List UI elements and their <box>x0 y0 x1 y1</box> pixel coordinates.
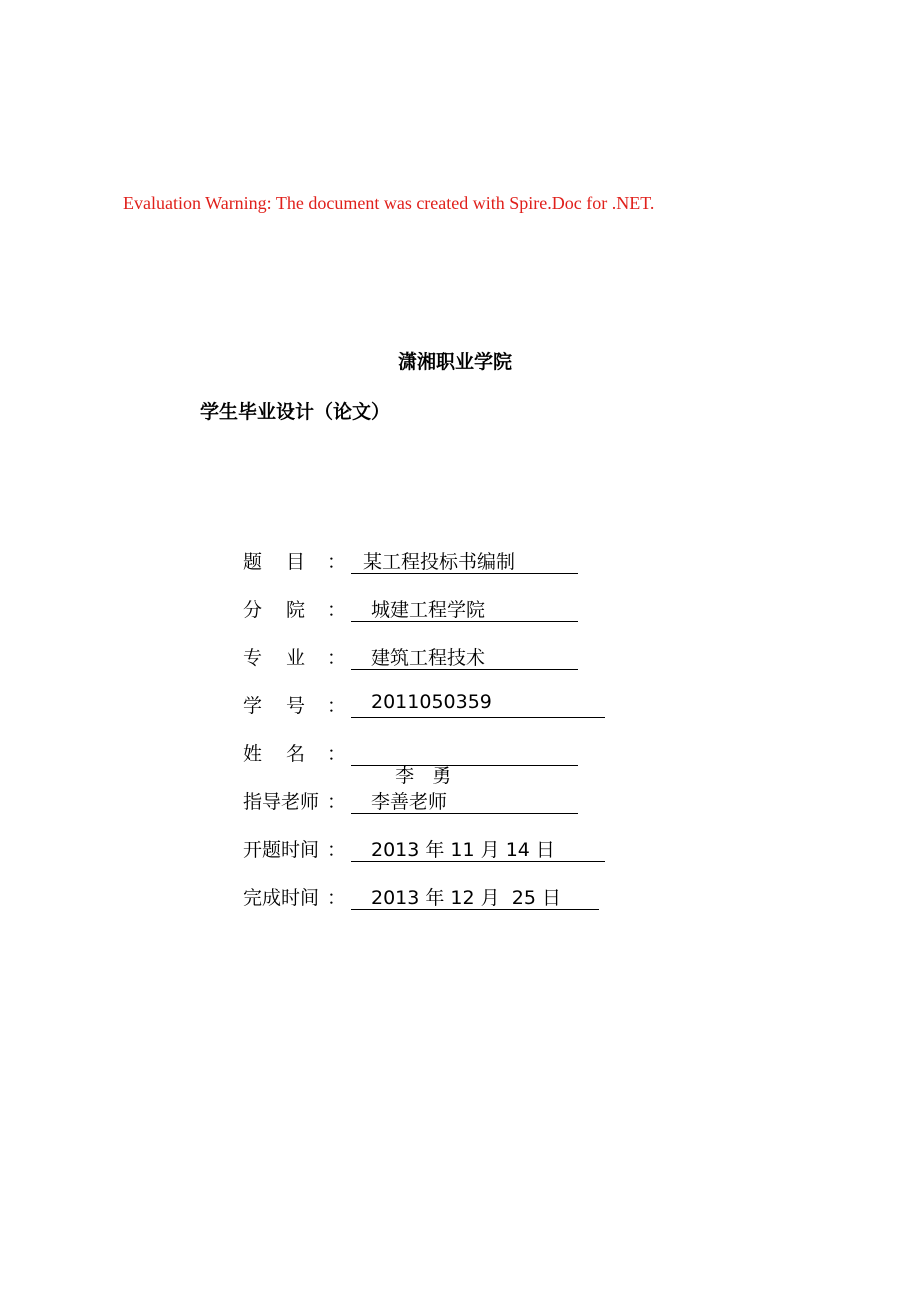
value-text: 城建工程学院 <box>371 599 486 621</box>
major-value <box>351 643 578 670</box>
label-char: 业 <box>285 647 305 669</box>
label-char: 完成时间 <box>243 887 320 909</box>
label-char: 院 <box>285 599 305 621</box>
student-id-value <box>351 691 605 718</box>
label-char: 指导老师 <box>243 791 320 813</box>
label-colon: ： <box>327 599 347 621</box>
label-colon: ： <box>327 743 347 765</box>
field-label <box>243 595 305 625</box>
label-char: 学 <box>243 695 263 717</box>
field-label <box>243 787 329 817</box>
evaluation-warning: Evaluation Warning: The document was created with Spire.Doc for .NET. <box>123 193 655 213</box>
label-char: 名 <box>285 743 305 765</box>
field-label <box>243 739 305 769</box>
value-text: 2013 年 11 月 14 日 <box>371 839 555 861</box>
school-name: 潇湘职业学院 <box>398 351 513 373</box>
label-colon: ： <box>327 839 347 861</box>
value-text: 2011050359 <box>371 691 492 713</box>
label-char: 分 <box>243 599 263 621</box>
label-colon: ： <box>327 551 347 573</box>
label-colon: ： <box>327 647 347 669</box>
value-text: 李善老师 <box>371 791 448 813</box>
advisor-value <box>351 787 578 814</box>
label-char: 号 <box>285 695 305 717</box>
department-value <box>351 595 578 622</box>
value-text: 某工程投标书编制 <box>363 551 516 573</box>
label-char: 姓 <box>243 743 263 765</box>
label-char: 目 <box>285 551 305 573</box>
label-colon: ： <box>327 695 347 717</box>
value-text: 建筑工程技术 <box>371 647 486 669</box>
label-char: 开题时间 <box>243 839 320 861</box>
label-char: 专 <box>243 647 263 669</box>
start-date-value <box>351 835 605 862</box>
label-colon: ： <box>327 887 347 909</box>
end-date-value <box>351 883 599 910</box>
name-value <box>351 739 578 787</box>
field-label <box>243 835 329 865</box>
field-label <box>243 547 305 577</box>
document-title: 学生毕业设计（论文） <box>200 401 391 423</box>
field-label <box>243 691 305 721</box>
label-char: 题 <box>243 551 263 573</box>
label-colon: ： <box>327 791 347 813</box>
topic-value <box>351 547 578 574</box>
field-label <box>243 883 329 913</box>
field-label <box>243 643 305 673</box>
value-text: 李 勇 <box>395 765 452 787</box>
value-text: 2013 年 12 月 25 日 <box>371 887 561 909</box>
